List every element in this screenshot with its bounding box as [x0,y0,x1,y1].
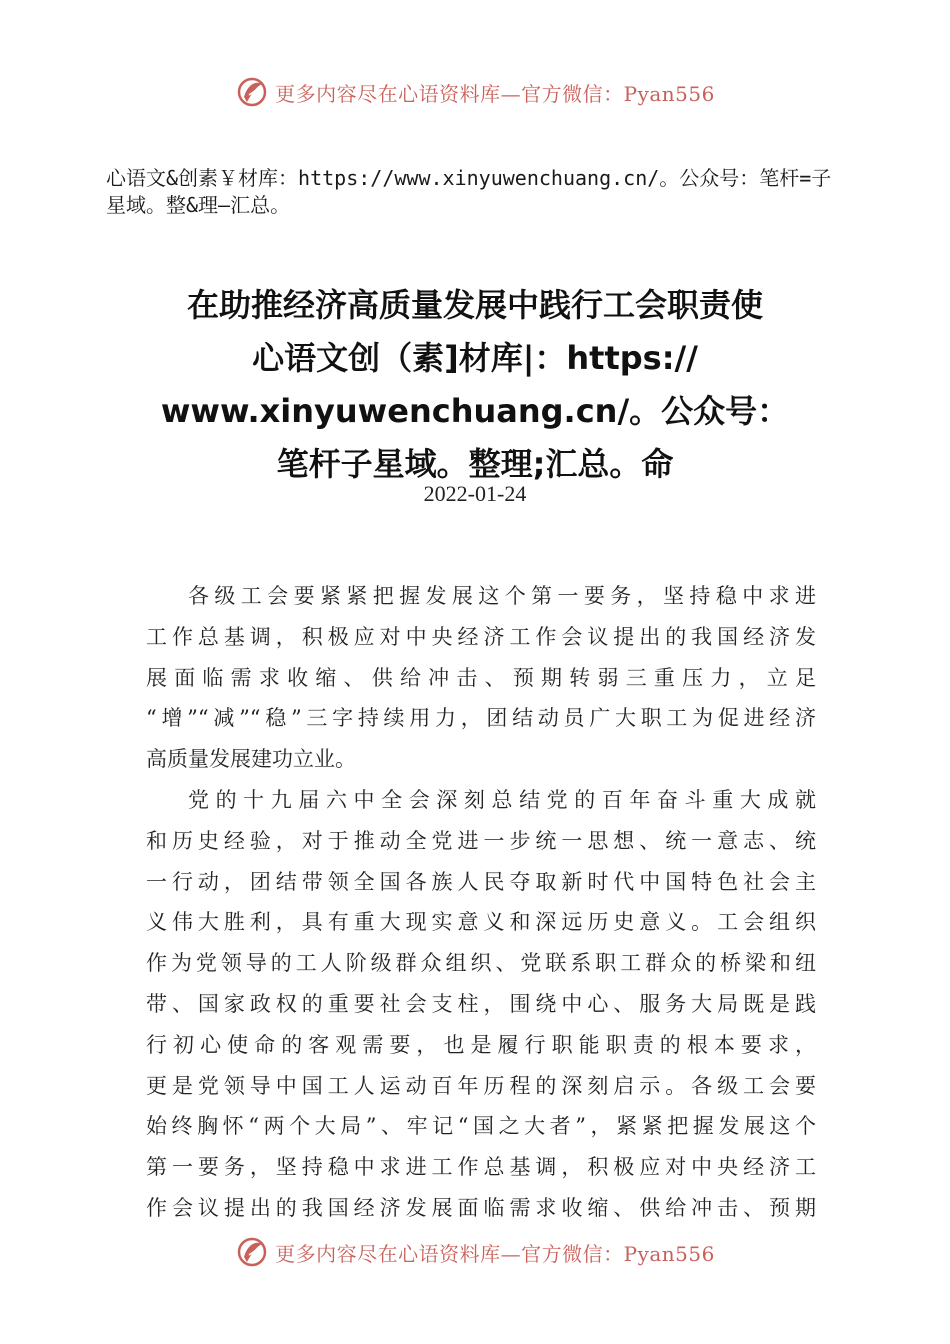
body-line: 始终胸怀“两个大局”、牢记“国之大者”，紧紧把握发展这个 [146,1114,816,1139]
body-line: 和历史经验，对于推动全党进一步统一思想、统一意志、统 [146,828,816,853]
seal-logo-icon [235,1235,269,1269]
title-line: 在助推经济高质量发展中践行工会职责使 [186,286,763,324]
header-banner-text: 更多内容尽在心语资料库—官方微信：Pyan556 [275,81,715,106]
title-line: www.xinyuwenchuang.cn/。公众号： [160,392,790,430]
footer-banner-text: 更多内容尽在心语资料库—官方微信：Pyan556 [275,1241,715,1266]
article-title [60,279,890,491]
title-line: 心语文创（素]材库|：https:// [252,339,698,377]
header-banner [0,72,950,112]
source-note: 心语文&创素￥材库：https://www.xinyuwenchuang.cn/。公众号：笔杆=子星域。整&理—汇总。 [106,166,832,217]
body-line: 行初心使命的客观需要，也是履行职能职责的根本要求， [146,1032,816,1057]
body-line: 作为党领导的工人阶级群众组织、党联系职工群众的桥梁和纽 [146,951,816,976]
publish-date: 2022-01-24 [423,481,527,506]
footer-banner [0,1232,950,1272]
body-line: 党的十九届六中全会深刻总结党的百年奋斗重大成就 [188,787,816,812]
article-body [146,576,816,1229]
body-line: 高质量发展建功立业。 [146,747,356,772]
body-line: 作会议提出的我国经济发展面临需求收缩、供给冲击、预期 [146,1195,816,1220]
body-line: 各级工会要紧紧把握发展这个第一要务，坚持稳中求进 [188,584,816,608]
body-line: 第一要务，坚持稳中求进工作总基调，积极应对中央经济工 [146,1155,816,1180]
body-line: 展面临需求收缩、供给冲击、预期转弱三重压力，立足 [146,665,816,690]
body-line: 工作总基调，积极应对中央经济工作会议提出的我国经济发 [146,624,816,649]
seal-logo-icon [235,75,269,109]
paragraph [146,780,816,1229]
body-line: 一行动，团结带领全国各族人民夺取新时代中国特色社会主 [146,869,816,894]
paragraph [146,576,816,780]
body-line: 义伟大胜利，具有重大现实意义和深远历史意义。工会组织 [146,910,816,935]
title-line: 笔杆子星域。整理;汇总。命 [276,445,674,483]
body-line: “增”“减”“稳”三字持续用力，团结动员广大职工为促进经济 [146,706,816,731]
body-line: 更是党领导中国工人运动百年历程的深刻启示。各级工会要 [146,1073,816,1098]
body-line: 带、国家政权的重要社会支柱，围绕中心、服务大局既是践 [146,991,816,1016]
